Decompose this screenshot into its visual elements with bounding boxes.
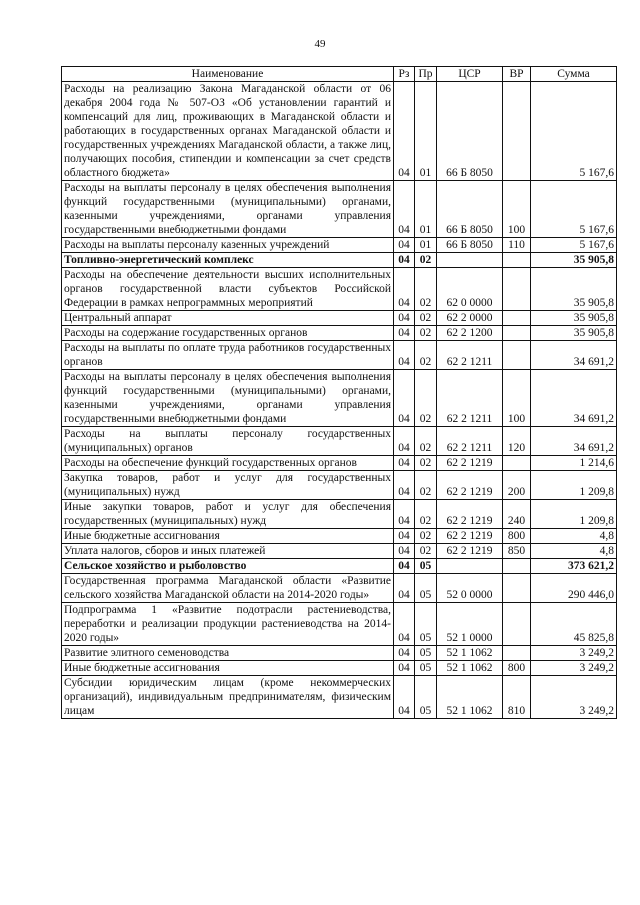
header-csr: ЦСР [437, 67, 503, 82]
row-rz: 04 [394, 471, 415, 500]
table-row [62, 661, 617, 676]
row-name: Закупка товаров, работ и услуг для государственных (муниципальных) нужд [62, 471, 394, 500]
header-pr: Пр [415, 67, 437, 82]
row-rz: 04 [394, 529, 415, 544]
row-rz: 04 [394, 646, 415, 661]
row-pr: 01 [415, 181, 437, 238]
table-row [62, 559, 617, 574]
row-csr: 66 Б 8050 [437, 82, 503, 181]
row-rz: 04 [394, 326, 415, 341]
row-vr: 240 [503, 500, 531, 529]
row-pr: 01 [415, 82, 437, 181]
row-sum: 5 167,6 [531, 181, 617, 238]
table-row [62, 676, 617, 719]
row-sum: 4,8 [531, 544, 617, 559]
table-row [62, 500, 617, 529]
row-vr [503, 268, 531, 311]
row-sum: 290 446,0 [531, 574, 617, 603]
row-rz: 04 [394, 370, 415, 427]
row-vr [503, 603, 531, 646]
row-rz: 04 [394, 253, 415, 268]
row-csr: 62 2 1219 [437, 471, 503, 500]
row-name: Расходы на выплаты персоналу в целях обеспечения выполнения функций государственными (муниципальными) органами, казенными учреждениями, органами управления государственными внебюджетными фондами [62, 181, 394, 238]
row-pr: 05 [415, 646, 437, 661]
table-row [62, 370, 617, 427]
row-name: Расходы на выплаты по оплате труда работников государственных органов [62, 341, 394, 370]
row-csr: 62 2 1219 [437, 456, 503, 471]
row-sum: 35 905,8 [531, 311, 617, 326]
row-name: Сельское хозяйство и рыболовство [62, 559, 394, 574]
table-row [62, 603, 617, 646]
row-csr: 62 2 1211 [437, 370, 503, 427]
row-rz: 04 [394, 456, 415, 471]
row-name: Топливно-энергетический комплекс [62, 253, 394, 268]
row-pr: 02 [415, 268, 437, 311]
row-csr: 62 2 0000 [437, 311, 503, 326]
row-csr [437, 559, 503, 574]
table-row [62, 268, 617, 311]
row-sum: 5 167,6 [531, 82, 617, 181]
row-pr: 02 [415, 500, 437, 529]
row-vr [503, 574, 531, 603]
table-row [62, 471, 617, 500]
row-vr [503, 341, 531, 370]
row-rz: 04 [394, 341, 415, 370]
row-pr: 05 [415, 603, 437, 646]
row-pr: 02 [415, 456, 437, 471]
budget-table [61, 66, 617, 719]
row-vr [503, 646, 531, 661]
table-row [62, 238, 617, 253]
row-sum: 3 249,2 [531, 676, 617, 719]
row-rz: 04 [394, 574, 415, 603]
page-number: 49 [314, 38, 326, 50]
row-rz: 04 [394, 427, 415, 456]
row-sum: 34 691,2 [531, 370, 617, 427]
row-vr: 800 [503, 529, 531, 544]
row-rz: 04 [394, 559, 415, 574]
row-rz: 04 [394, 500, 415, 529]
row-csr: 52 1 1062 [437, 661, 503, 676]
table-row [62, 311, 617, 326]
table-row [62, 82, 617, 181]
row-vr: 810 [503, 676, 531, 719]
row-name: Центральный аппарат [62, 311, 394, 326]
row-name: Расходы на содержание государственных органов [62, 326, 394, 341]
row-vr: 800 [503, 661, 531, 676]
row-sum: 35 905,8 [531, 253, 617, 268]
table-header-row [62, 67, 617, 82]
row-vr: 200 [503, 471, 531, 500]
row-rz: 04 [394, 268, 415, 311]
row-vr [503, 326, 531, 341]
row-rz: 04 [394, 603, 415, 646]
row-rz: 04 [394, 238, 415, 253]
row-sum: 34 691,2 [531, 427, 617, 456]
row-pr: 02 [415, 427, 437, 456]
row-rz: 04 [394, 544, 415, 559]
row-csr: 52 1 1062 [437, 646, 503, 661]
row-name: Расходы на реализацию Закона Магаданской области от 06 декабря 2004 года № 507-ОЗ «Об установлении гарантий и компенсаций для лиц, проживающих в Магаданской области и работающих в государственных органах Магаданской области и государственных учреждениях Магаданской области, а также лиц, получающих пособия, стипендии и компенсации за счет средств областного бюджета» [62, 82, 394, 181]
row-sum: 4,8 [531, 529, 617, 544]
row-csr: 52 1 1062 [437, 676, 503, 719]
row-rz: 04 [394, 82, 415, 181]
row-pr: 02 [415, 529, 437, 544]
row-sum: 3 249,2 [531, 646, 617, 661]
table-row [62, 341, 617, 370]
row-rz: 04 [394, 661, 415, 676]
row-pr: 05 [415, 559, 437, 574]
row-csr: 62 2 1200 [437, 326, 503, 341]
row-name: Расходы на обеспечение функций государственных органов [62, 456, 394, 471]
row-pr: 02 [415, 370, 437, 427]
row-name: Уплата налогов, сборов и иных платежей [62, 544, 394, 559]
table-row [62, 544, 617, 559]
row-pr: 02 [415, 253, 437, 268]
row-csr: 52 1 0000 [437, 603, 503, 646]
header-rz: Рз [394, 67, 415, 82]
row-csr: 66 Б 8050 [437, 181, 503, 238]
table-row [62, 529, 617, 544]
table-row [62, 427, 617, 456]
table-row [62, 181, 617, 238]
row-name: Иные бюджетные ассигнования [62, 529, 394, 544]
row-name: Субсидии юридическим лицам (кроме некоммерческих организаций), индивидуальным предпринимателям, физическим лицам [62, 676, 394, 719]
row-sum: 3 249,2 [531, 661, 617, 676]
row-vr: 100 [503, 181, 531, 238]
row-vr [503, 456, 531, 471]
row-name: Расходы на выплаты персоналу государственных (муниципальных) органов [62, 427, 394, 456]
row-name: Иные бюджетные ассигнования [62, 661, 394, 676]
row-pr: 02 [415, 341, 437, 370]
row-name: Расходы на выплаты персоналу в целях обеспечения выполнения функций государственными (муниципальными) органами, казенными учреждениями, органами управления государственными внебюджетными фондами [62, 370, 394, 427]
row-pr: 02 [415, 471, 437, 500]
row-sum: 45 825,8 [531, 603, 617, 646]
row-csr: 62 2 1219 [437, 529, 503, 544]
row-pr: 02 [415, 311, 437, 326]
row-pr: 02 [415, 544, 437, 559]
row-csr: 62 2 1219 [437, 544, 503, 559]
row-csr: 62 2 1211 [437, 341, 503, 370]
table-row [62, 253, 617, 268]
row-sum: 35 905,8 [531, 268, 617, 311]
row-rz: 04 [394, 311, 415, 326]
row-sum: 1 214,6 [531, 456, 617, 471]
row-vr: 120 [503, 427, 531, 456]
row-name: Расходы на обеспечение деятельности высших исполнительных органов государственной власти субъектов Российской Федерации в рамках непрограммных мероприятий [62, 268, 394, 311]
row-name: Развитие элитного семеноводства [62, 646, 394, 661]
row-name: Иные закупки товаров, работ и услуг для обеспечения государственных (муниципальных) нужд [62, 500, 394, 529]
row-name: Государственная программа Магаданской области «Развитие сельского хозяйства Магаданской области на 2014-2020 годы» [62, 574, 394, 603]
row-vr: 110 [503, 238, 531, 253]
row-pr: 05 [415, 661, 437, 676]
row-csr: 52 0 0000 [437, 574, 503, 603]
row-vr [503, 559, 531, 574]
row-csr: 62 0 0000 [437, 268, 503, 311]
row-name: Расходы на выплаты персоналу казенных учреждений [62, 238, 394, 253]
row-pr: 05 [415, 676, 437, 719]
row-sum: 35 905,8 [531, 326, 617, 341]
row-csr: 62 2 1211 [437, 427, 503, 456]
row-vr [503, 311, 531, 326]
row-rz: 04 [394, 181, 415, 238]
table-row [62, 646, 617, 661]
row-pr: 05 [415, 574, 437, 603]
row-sum: 1 209,8 [531, 471, 617, 500]
row-csr: 62 2 1219 [437, 500, 503, 529]
table-row [62, 326, 617, 341]
row-sum: 34 691,2 [531, 341, 617, 370]
row-name: Подпрограмма 1 «Развитие подотрасли растениеводства, переработки и реализации продукции растениеводства на 2014-2020 годы» [62, 603, 394, 646]
table-row [62, 456, 617, 471]
row-sum: 5 167,6 [531, 238, 617, 253]
row-pr: 02 [415, 326, 437, 341]
row-csr: 66 Б 8050 [437, 238, 503, 253]
row-sum: 1 209,8 [531, 500, 617, 529]
row-rz: 04 [394, 676, 415, 719]
row-vr [503, 82, 531, 181]
header-sum: Сумма [531, 67, 617, 82]
header-vr: ВР [503, 67, 531, 82]
row-vr: 100 [503, 370, 531, 427]
header-name: Наименование [62, 67, 394, 82]
row-sum: 373 621,2 [531, 559, 617, 574]
row-vr [503, 253, 531, 268]
row-csr [437, 253, 503, 268]
table-row [62, 574, 617, 603]
row-pr: 01 [415, 238, 437, 253]
row-vr: 850 [503, 544, 531, 559]
